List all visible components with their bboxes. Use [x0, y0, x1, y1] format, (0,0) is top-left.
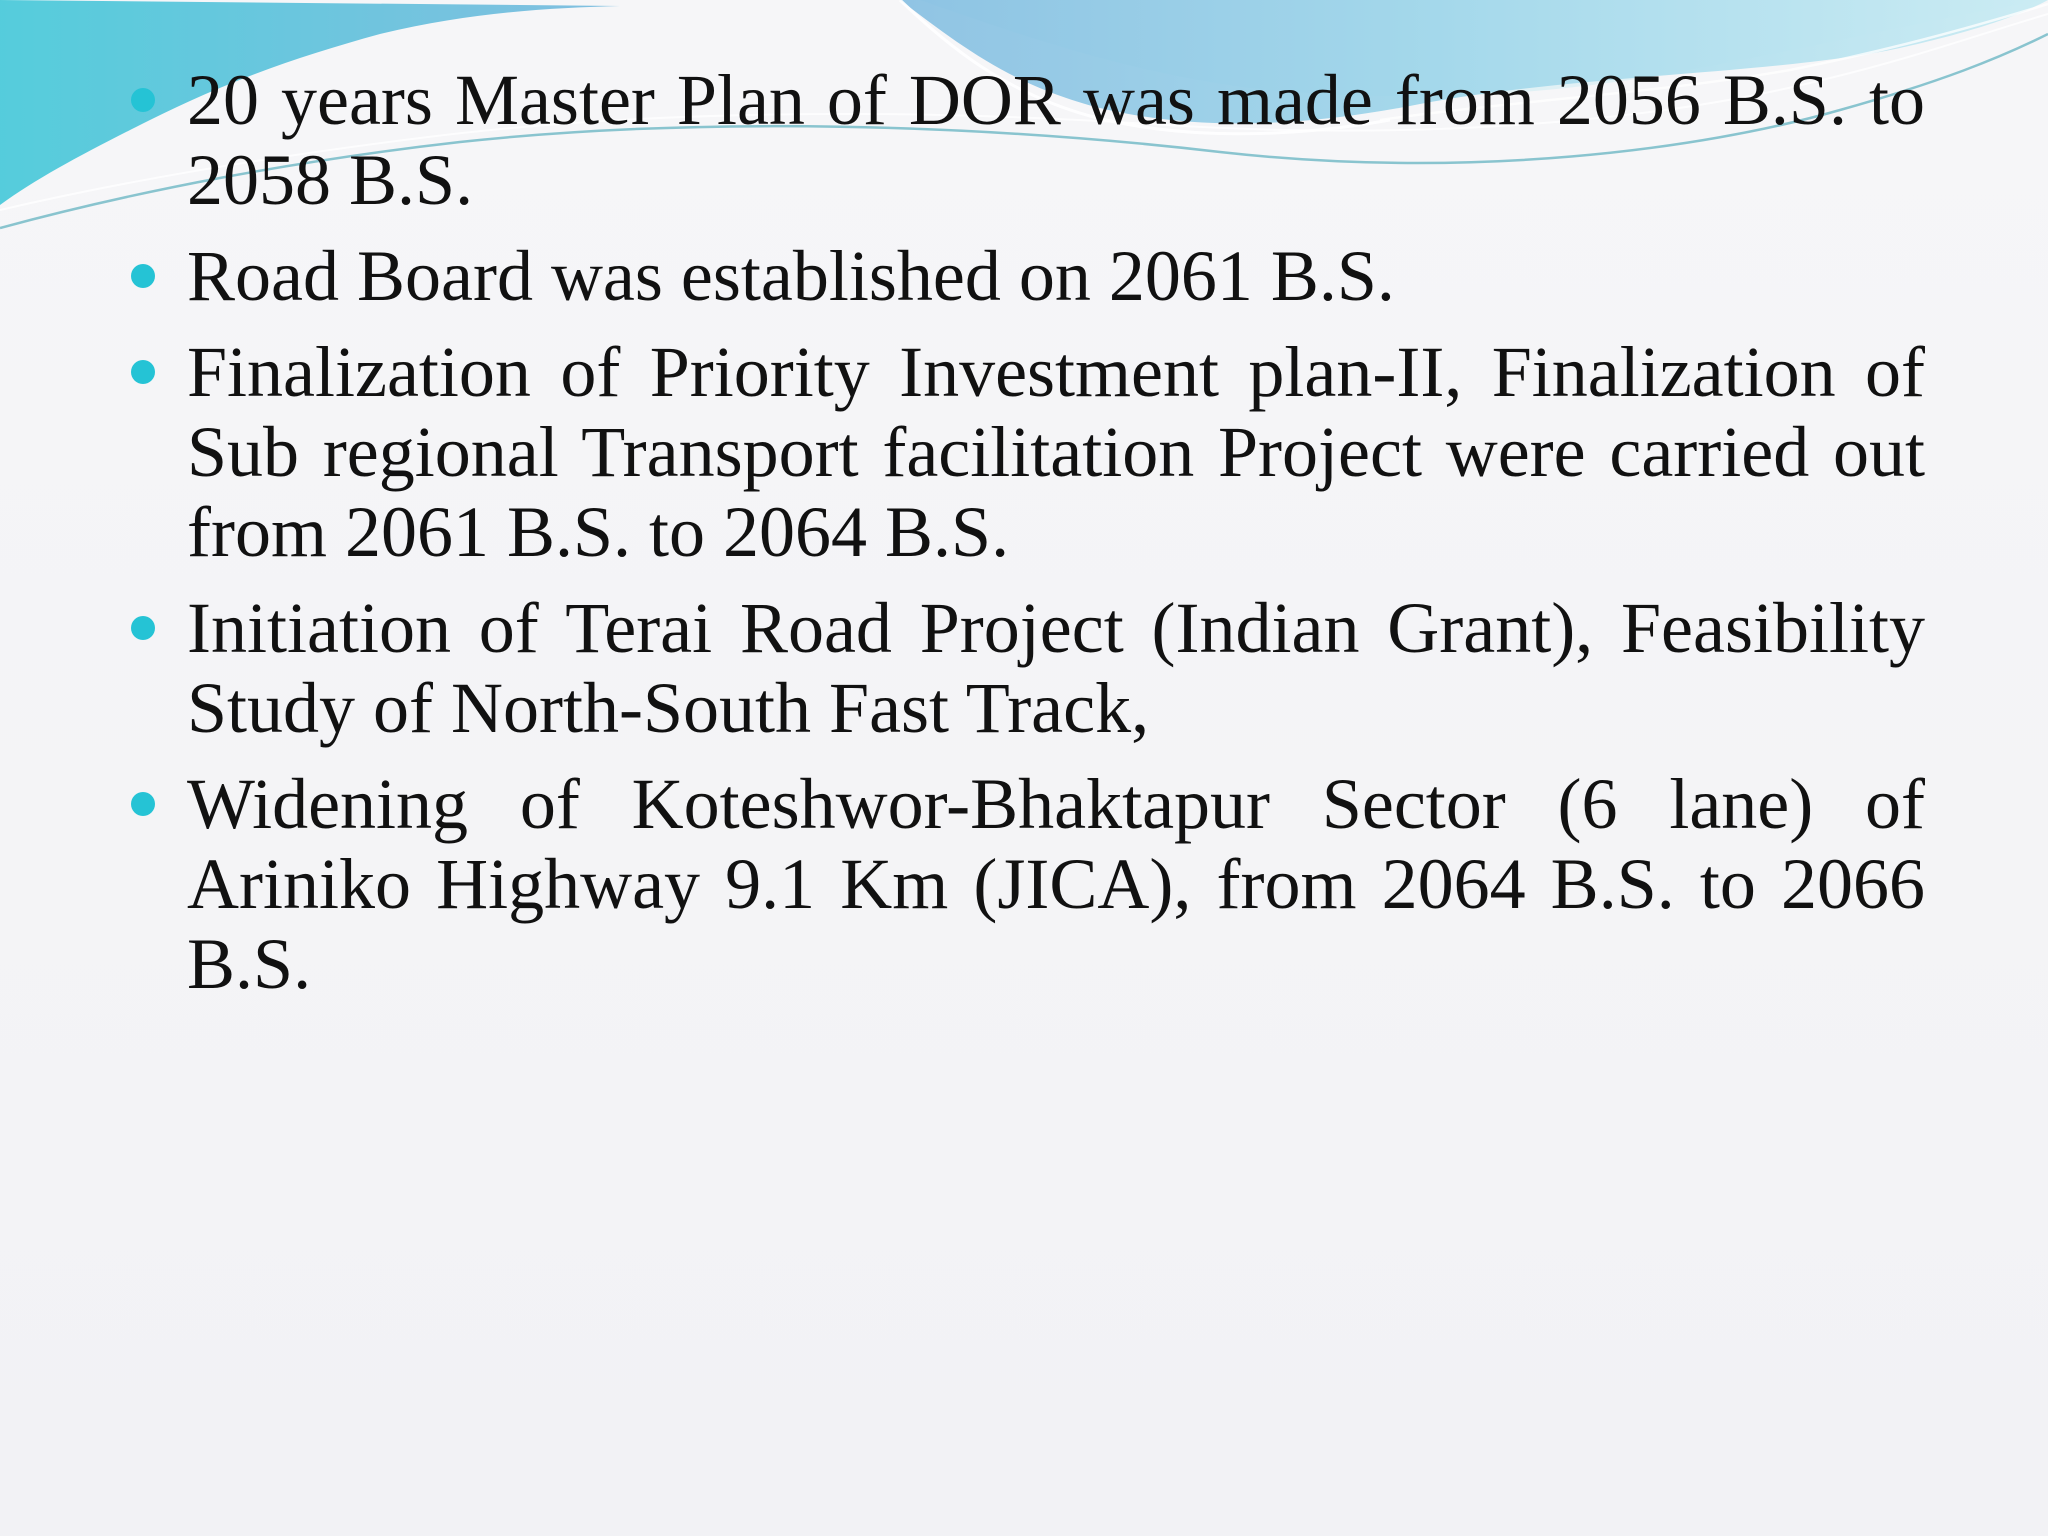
bullet-list [128, 60, 1925, 1004]
bullet-item [128, 236, 1925, 316]
bullet-item [128, 764, 1925, 1004]
bullet-dot-icon [131, 88, 155, 112]
bullet-item [128, 332, 1925, 572]
bullet-dot-icon [131, 264, 155, 288]
bullet-text: Finalization of Priority Investment plan-II, Finalization of Sub regional Transport facilitation Project were carried out from 2061 B.S. to 2064 B.S. [187, 332, 1925, 572]
bullet-item [128, 60, 1925, 220]
bullet-dot-icon [131, 616, 155, 640]
bullet-text: Road Board was established on 2061 B.S. [187, 236, 1395, 316]
bullet-dot-icon [131, 792, 155, 816]
bullet-text: Initiation of Terai Road Project (Indian Grant), Feasibility Study of North-South Fast Track, [187, 588, 1925, 748]
content-area [128, 60, 1925, 1020]
bullet-text: Widening of Koteshwor-Bhaktapur Sector (6 lane) of Ariniko Highway 9.1 Km (JICA), from 2064 B.S. to 2066 B.S. [187, 764, 1925, 1004]
bullet-text: 20 years Master Plan of DOR was made from 2056 B.S. to 2058 B.S. [187, 60, 1925, 220]
bullet-dot-icon [131, 360, 155, 384]
bullet-item [128, 588, 1925, 748]
